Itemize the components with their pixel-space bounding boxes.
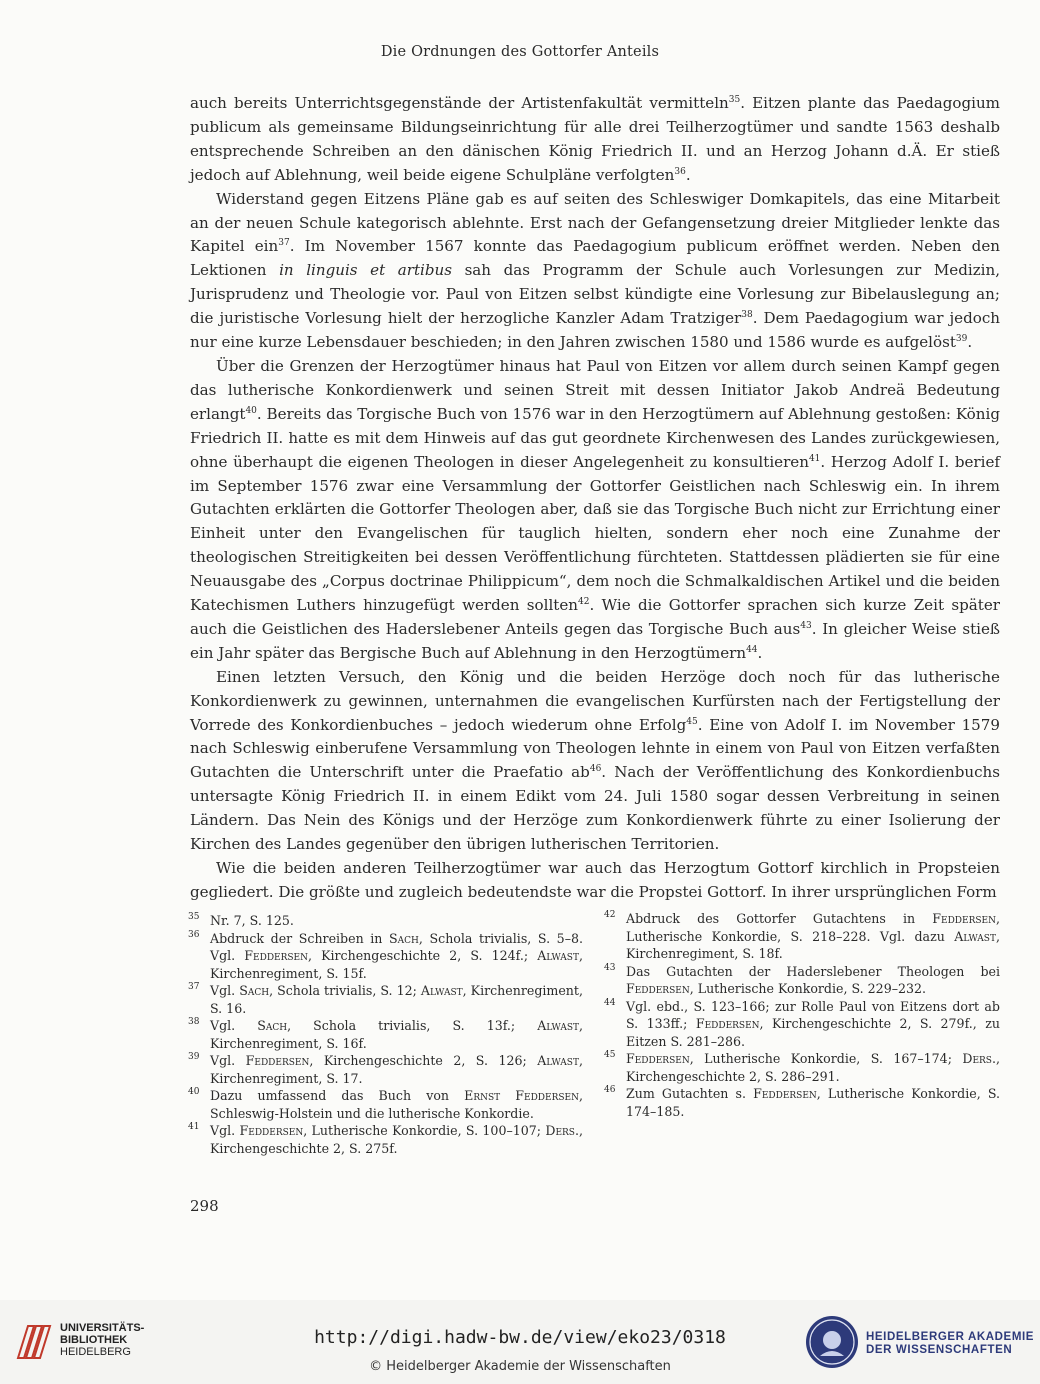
- author-name: Sach: [239, 983, 270, 998]
- text-run: .: [685, 165, 691, 184]
- text-run: Das Gutachten der Haderslebener Theologen bei: [626, 963, 1000, 979]
- text-run: , Kirchenregiment, S. 16f.: [210, 1018, 584, 1051]
- text-run: . Im November 1567 konnte das Paedagogium publicum eröffnet werden. Neben den Lektionen: [190, 237, 1001, 280]
- footnote-43: [604, 962, 1000, 998]
- author-name: Alwast: [537, 948, 579, 963]
- paragraph: [190, 857, 1000, 905]
- text-run: Wie die beiden anderen Teilherzogtümer war auch das Herzogtum Gottorf kirchlich in Propsteien gegliedert. Die größte und zugleich bedeutendste war die Propstei Gottorf. In ihrer ursprünglichen Form: [190, 859, 1000, 901]
- author-name: Alwast: [954, 928, 996, 944]
- text-run: Vgl.: [210, 983, 240, 998]
- text-run: , Lutherische Konkordie, S. 229–232.: [689, 981, 927, 996]
- author-name: Alwast: [420, 983, 463, 998]
- footnote-number: 38: [188, 1017, 200, 1027]
- text-run: , Lutherische Konkordie, S. 100–107;: [303, 1123, 546, 1138]
- author-name: Feddersen: [695, 1016, 760, 1031]
- footnote-42: [604, 910, 1000, 963]
- ub-line-3: HEIDELBERG: [60, 1346, 131, 1358]
- footnote-ref-46[interactable]: 46: [589, 764, 602, 775]
- text-run: . Eitzen plante das Paedagogium publicum als gemeinsame Bildungseinrichtung für alle drei Teilherzogtümer und sandte 1563 deshalb entsprechende Schreiben an den dänischen König Friedrich II. und an Herzog Johann d.Ä. Er stieß jedoch auf Ablehnung, weil beide eigene Schulpläne verfolgten: [190, 94, 1000, 184]
- author-name: Ders.: [545, 1123, 579, 1138]
- text-run: sah das Programm der Schule auch Vorlesungen zur Medizin, Jurisprudenz und Theologie vor. Paul von Eitzen selbst kündigte eine Vorlesung zur Bibelauslegung an; die juristische Vorlesung hielt der herzogliche Kanzler Adam Tratziger: [190, 261, 1000, 328]
- footnote-ref-44[interactable]: 44: [746, 644, 758, 655]
- text-run: Vgl.: [210, 1018, 258, 1033]
- footnote-number: 42: [604, 910, 616, 920]
- text-run: , Lutherische Konkordie, S. 218–228. Vgl. dazu: [626, 911, 1000, 944]
- footnote-46: [604, 1085, 1001, 1120]
- footnote-37: [188, 982, 583, 1017]
- footnote-ref-39[interactable]: 39: [955, 334, 968, 345]
- text-run: Abdruck der Schreiben in: [210, 930, 390, 946]
- footnote-number: 39: [188, 1052, 200, 1062]
- footnote-ref-38[interactable]: 38: [741, 310, 753, 321]
- footnote-number: 45: [604, 1050, 616, 1060]
- footnote-39: [188, 1052, 583, 1087]
- footnote-40: [188, 1087, 583, 1122]
- text-run: , Schleswig-Holstein und die lutherische Konkordie.: [210, 1088, 583, 1121]
- footnote-number: 36: [188, 929, 200, 940]
- text-run: , Lutherische Konkordie, S. 167–174;: [689, 1051, 963, 1066]
- text-run: , Kirchenregiment, S. 18f.: [626, 928, 1000, 961]
- text-run: , Schola trivialis, S. 5–8. Vgl.: [210, 930, 584, 963]
- text-run: , Lutherische Konkordie, S. 174–185.: [626, 1086, 1001, 1119]
- footnote-ref-42[interactable]: 42: [578, 597, 590, 608]
- footnote-41: [188, 1122, 583, 1157]
- text-run: .: [967, 333, 973, 352]
- footnote-number: 46: [604, 1085, 616, 1095]
- running-header: Die Ordnungen des Gottorfer Anteils: [380, 44, 660, 60]
- hadw-line-2: DER WISSENSCHAFTEN: [866, 1344, 1013, 1356]
- author-name: Feddersen: [626, 981, 690, 996]
- text-run: , Kirchengeschichte 2, S. 279f., zu Eitzen S. 281–286.: [626, 1016, 1000, 1049]
- footnote-44: [604, 997, 1000, 1051]
- text-run: Einen letzten Versuch, den König und die beiden Herzöge doch noch für das lutherische Konkordienwerk zu gewinnen, unternahmen die evangelischen Kurfürsten nach der Fertigstellung der Vorrede des Konkordienbuches – jedoch wiederum ohne Erfolg: [190, 667, 1000, 734]
- footnotes-left-column: [188, 912, 584, 1157]
- text-run: , Kirchengeschichte 2, S. 124f.;: [308, 948, 538, 963]
- hadw-line-1: HEIDELBERGER AKADEMIE: [866, 1331, 1035, 1343]
- text-run: Vgl.: [210, 1053, 246, 1068]
- paragraph: [190, 188, 1000, 355]
- footnote-number: 35: [188, 912, 200, 922]
- text-run: Vgl. ebd., S. 123–166; zur Rolle Paul von Eitzens dort ab S. 133ff.;: [626, 998, 1000, 1031]
- footnote-ref-43[interactable]: 43: [800, 620, 812, 631]
- footnote-number: 37: [188, 982, 200, 992]
- author-name: Feddersen: [626, 1051, 690, 1066]
- text-run: . Wie die Gottorfer sprachen sich kurze Zeit später auch die Geistlichen des Haderslebener Anteils gegen das Torgische Buch aus: [190, 596, 1000, 638]
- footnote-number: 41: [188, 1122, 200, 1132]
- author-name: Sach: [257, 1018, 288, 1033]
- author-name: Feddersen: [245, 1053, 310, 1068]
- author-name: Feddersen: [932, 911, 996, 926]
- author-name: Feddersen: [239, 1123, 304, 1138]
- text-run: , Kirchenregiment, S. 17.: [210, 1053, 583, 1086]
- text-run: Widerstand gegen Eitzens Pläne gab es auf seiten des Schleswiger Domkapitels, das eine Mitarbeit an der neuen Schule kategorisch ablehnte. Erst nach der Gefangensetzung dreier Mitglieder lenkte das Kapitel ein: [190, 189, 1000, 256]
- footnote-45: [604, 1050, 1000, 1085]
- text-run: Abdruck des Gottorfer Gutachtens in: [626, 911, 933, 926]
- text-run: , Kirchenregiment, S. 15f.: [210, 948, 583, 981]
- text-run: , Kirchengeschichte 2, S. 126;: [309, 1053, 538, 1068]
- footnote-38: [188, 1017, 584, 1052]
- paragraph: [190, 92, 1000, 188]
- author-name: Alwast: [537, 1018, 579, 1033]
- footnote-ref-40[interactable]: 40: [245, 405, 257, 416]
- text-run: , Schola trivialis, S. 13f.;: [287, 1018, 538, 1033]
- text-run: , Kirchengeschichte 2, S. 275f.: [210, 1123, 583, 1156]
- text-run: Zum Gutachten s.: [626, 1086, 754, 1101]
- text-run: Über die Grenzen der Herzogtümer hinaus hat Paul von Eitzen vor allem durch seinen Kampf gegen das lutherische Konkordienwerk und seinen Streit mit dessen Initiator Jakob Andreä Bedeutung erlangt: [190, 356, 1000, 423]
- permalink-url[interactable]: http://digi.hadw-bw.de/view/eko23/0318: [314, 1327, 726, 1348]
- author-name: Feddersen: [244, 948, 308, 963]
- body-text: [190, 92, 1000, 905]
- paragraph: [190, 355, 1000, 666]
- footnote-number: 44: [604, 997, 616, 1008]
- footnote-number: 43: [604, 962, 616, 973]
- text-run: .: [757, 643, 763, 662]
- author-name: Sach: [389, 930, 419, 946]
- footnote-ref-37[interactable]: 37: [278, 238, 290, 249]
- footnote-36: [188, 929, 584, 983]
- ub-line-2: BIBLIOTHEK: [60, 1334, 128, 1346]
- paragraph: [190, 666, 1000, 857]
- page-number: 298: [190, 1197, 219, 1215]
- text-run: . Bereits das Torgische Buch von 1576 war in den Herzogtümern auf Ablehnung gestoßen: König Friedrich II. hatte es mit dem Hinweis auf das gut geordnete Kirchenwesen des Landes zurückgewiesen, ohne überhaupt die eigenen Theologen in dieser Angelegenheit zu konsultieren: [190, 404, 1000, 471]
- academy-seal-icon[interactable]: [806, 1316, 858, 1368]
- ub-line-1: UNIVERSITÄTS-: [60, 1322, 145, 1334]
- text-run: Nr. 7, S. 125.: [210, 913, 294, 928]
- italic-text: in linguis et artibus: [279, 261, 452, 280]
- author-name: Ernst Feddersen: [464, 1088, 579, 1103]
- academy-name: [866, 1331, 1034, 1357]
- text-run: Dazu umfassend das Buch von: [210, 1088, 465, 1103]
- footnote-35: [188, 912, 583, 930]
- footnote-ref-36[interactable]: 36: [674, 166, 686, 177]
- author-name: Alwast: [537, 1053, 579, 1068]
- text-run: . Herzog Adolf I. berief im September 1576 zwar eine Versammlung der Gottorfer Geistlichen nach Schleswig ein. In ihrem Gutachten erklärten die Gottorfer Theologen aber, daß sie das Torgische Buch nicht zur Errichtung einer Einheit unter den Evangelischen für tauglich hielten, sondern eher noch eine Zunahme der theologischen Streitigkeiten bei dessen Veröffentlichung fürchteten. Stattdessen plädierten sie für eine Neuausgabe des „Corpus doctrinae Philippicum“, dem noch die Schmalkaldischen Artikel und die beiden Katechismen Luthers hinzugefügt werden sollten: [190, 452, 1000, 615]
- copyright-notice: © Heidelberger Akademie der Wissenschaften: [369, 1359, 671, 1374]
- text-run: , Kirchenregiment, S. 16.: [210, 983, 583, 1016]
- text-run: auch bereits Unterrichtsgegenstände der Artistenfakultät vermitteln: [190, 94, 729, 112]
- footnote-ref-41[interactable]: 41: [808, 453, 821, 464]
- text-run: Vgl.: [210, 1123, 240, 1138]
- text-run: . Eine von Adolf I. im November 1579 nach Schleswig einberufene Versammlung von Theologen lehnte in einem von Paul von Eitzen verfaßten Gutachten die Unterschrift unter die Praefatio ab: [190, 715, 1000, 782]
- footnotes-right-column: [604, 910, 1001, 1120]
- text-run: . Dem Paedagogium war jedoch nur eine kurze Lebensdauer beschieden; in den Jahren zwischen 1580 und 1586 wurde es aufgelöst: [190, 309, 1000, 352]
- footnote-ref-35[interactable]: 35: [728, 95, 741, 105]
- text-run: , Kirchengeschichte 2, S. 286–291.: [626, 1051, 1000, 1084]
- footnote-number: 40: [188, 1087, 200, 1097]
- text-run: . In gleicher Weise stieß ein Jahr später das Bergische Buch auf Ablehnung in den Herzogtümern: [190, 619, 1000, 662]
- text-run: , Schola trivialis, S. 12;: [269, 983, 421, 998]
- footnote-ref-45[interactable]: 45: [686, 716, 698, 727]
- author-name: Feddersen: [753, 1086, 817, 1101]
- text-run: . Nach der Veröffentlichung des Konkordienbuchs untersagte König Friedrich II. in einem Edikt vom 24. Juli 1580 sogar dessen Verbreitung in seinen Ländern. Das Nein des Königs und der Herzöge zum Konkordienwerk führte zu einer Isolierung der Kirchen des Landes gegenüber den übrigen lutherischen Territorien.: [190, 763, 1000, 854]
- author-name: Ders.: [962, 1051, 996, 1066]
